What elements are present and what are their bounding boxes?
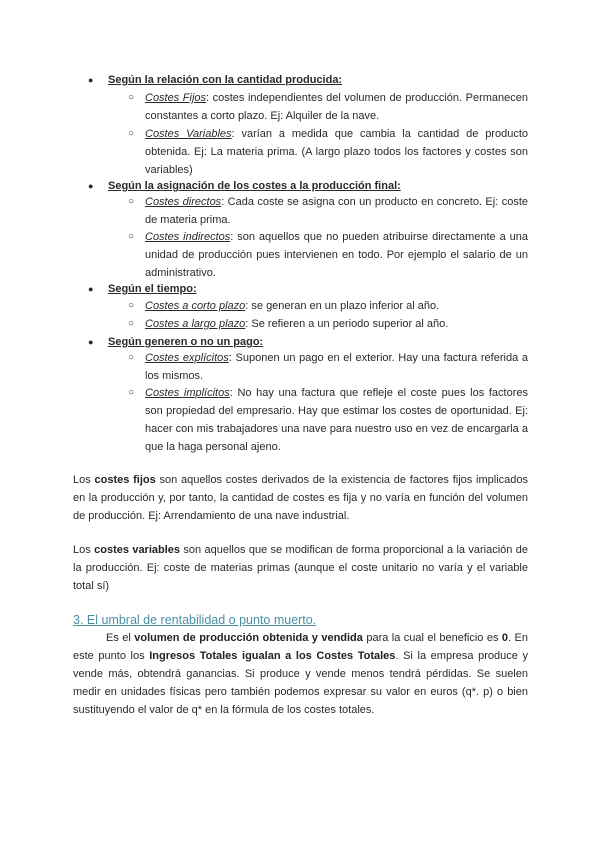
- bold-term: costes fijos: [94, 474, 156, 486]
- circle-bullet-icon: ○: [128, 387, 135, 398]
- group-title: Según generen o no un pago:: [108, 336, 264, 348]
- description: : No hay una factura que refleje el coste pues los factores son propiedad del empresario. Hay que estimar los costes de oportunidad. Ej: hacer con mis trabajadores una nave para nuestro uso en vez de encargarla a que la haga personal ajeno.: [145, 387, 528, 453]
- circle-bullet-icon: ○: [128, 352, 135, 363]
- section-heading: 3. El umbral de rentabilidad o punto muerto.: [73, 613, 317, 627]
- bold-term: costes variables: [94, 544, 181, 556]
- description: : costes independientes del volumen de producción. Permanecen constantes a corto plazo. Ej: Alquiler de la nave.: [145, 92, 528, 122]
- term: Costes a largo plazo: [145, 318, 246, 330]
- group-title: Según la asignación de los costes a la producción final:: [108, 180, 401, 192]
- circle-bullet-icon: ○: [128, 318, 135, 329]
- circle-bullet-icon: ○: [128, 231, 135, 242]
- fixed-costs-paragraph: Los costes fijos son aquellos costes derivados de la existencia de factores fijos implicados en la producción y, por tanto, la cantidad de costes es fija y no varía en función del volumen de producción. Ej: Arrendamiento de una nave industrial.: [73, 474, 528, 522]
- circle-bullet-icon: ○: [128, 128, 135, 139]
- description: : Se refieren a un periodo superior al año.: [245, 318, 449, 330]
- circle-bullet-icon: ○: [128, 300, 135, 311]
- bullet-icon: ●: [88, 75, 94, 85]
- circle-bullet-icon: ○: [128, 196, 135, 207]
- term: Costes Fijos: [145, 92, 207, 104]
- term: Costes explícitos: [145, 352, 229, 364]
- term: Costes Variables: [145, 128, 232, 140]
- term: Costes implícitos: [145, 387, 230, 399]
- term: Costes a corto plazo: [145, 300, 246, 312]
- variable-costs-paragraph: Los costes variables son aquellos que se modifican de forma proporcional a la variación de la producción. Ej: coste de materias primas (aunque el coste unitario no varía y el variable total sí): [73, 544, 528, 592]
- circle-bullet-icon: ○: [128, 92, 135, 103]
- group-title: Según el tiempo:: [108, 283, 197, 295]
- section-paragraph: Es el volumen de producción obtenida y vendida para la cual el beneficio es 0. En este punto los Ingresos Totales igualan a los Costes Totales. Si la empresa produce y vende más, obtendrá ganancias. Si produce y vende menos tendrá pérdidas. Se suelen medir en unidades físicas pero también podemos expresar su valor en euros (q*. p) o bien sustituyendo el valor de q* en la fórmula de los costes totales.: [73, 632, 528, 716]
- bullet-icon: ●: [88, 284, 94, 294]
- term: Costes directos: [145, 196, 222, 208]
- bullet-icon: ●: [88, 337, 94, 347]
- group-title: Según la relación con la cantidad producida:: [108, 74, 343, 86]
- term: Costes indirectos: [145, 231, 231, 243]
- bullet-icon: ●: [88, 181, 94, 191]
- description: : son aquellos que no pueden atribuirse directamente a una unidad de producción pues intervienen en todo. Por ejemplo el salario de un administrativo.: [145, 231, 528, 279]
- description: : Suponen un pago en el exterior. Hay una factura referida a los mismos.: [145, 352, 528, 382]
- description: : se generan en un plazo inferior al año.: [245, 300, 440, 312]
- description: : varían a medida que cambia la cantidad de producto obtenida. Ej: La materia prima. (A largo plazo todos los factores y costes son variables): [145, 128, 528, 176]
- description: : Cada coste se asigna con un producto en concreto. Ej: coste de materia prima.: [145, 196, 528, 226]
